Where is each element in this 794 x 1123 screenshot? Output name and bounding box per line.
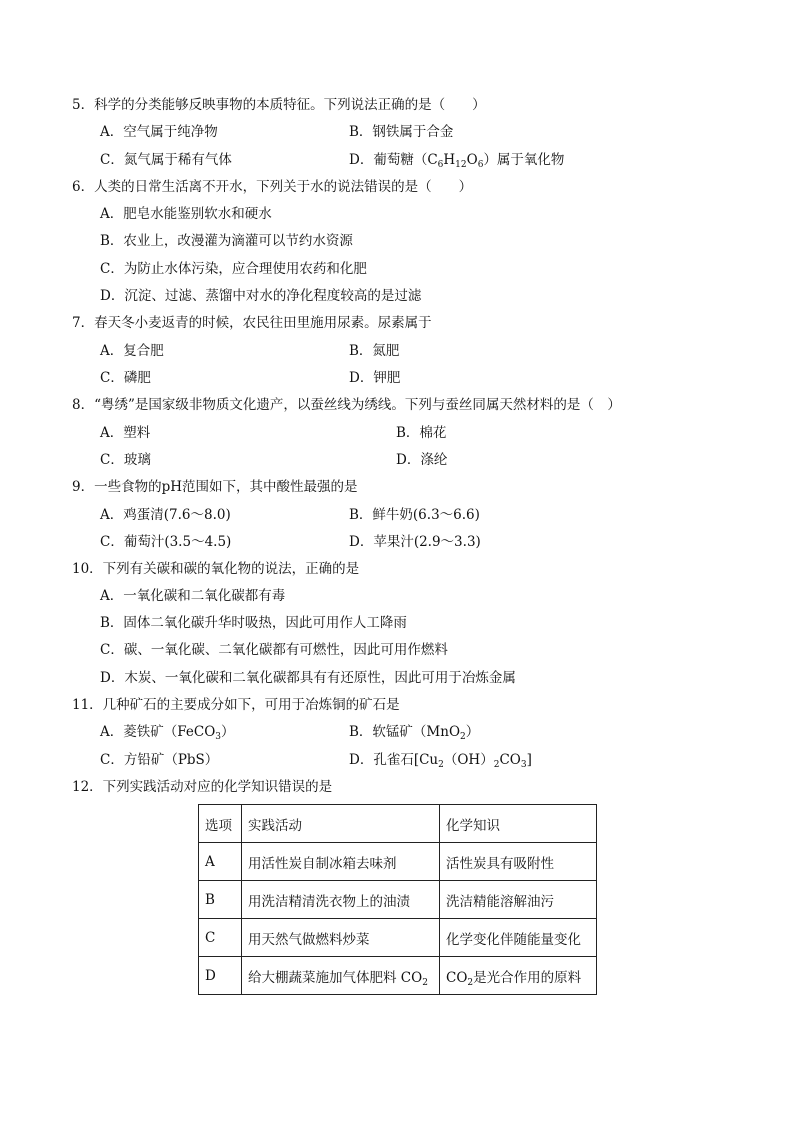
question-12-stem: 12．下列实践活动对应的化学知识错误的是 <box>72 779 333 795</box>
question-7-option-c: C．磷肥 <box>100 370 151 386</box>
question-10-option-a: A．一氧化碳和二氧化碳都有毒 <box>100 588 286 604</box>
question-11-option-b: B．软锰矿（MnO$_2$） <box>349 724 480 742</box>
table-row <box>199 957 597 995</box>
knowledge-table <box>198 804 597 995</box>
table-cell-knowledge: 洗洁精能溶解油污 <box>440 881 597 919</box>
question-5-option-c: C．氮气属于稀有气体 <box>100 152 232 168</box>
question-10-option-c: C．碳、一氧化碳、二氧化碳都有可燃性，因此可用作燃料 <box>100 642 448 658</box>
question-8-option-c: C．玻璃 <box>100 452 151 468</box>
table-cell-option: D <box>199 957 242 995</box>
table-header-cell: 实践活动 <box>242 805 440 843</box>
table-header-row <box>199 805 597 843</box>
question-6-option-a: A．肥皂水能鉴别软水和硬水 <box>100 206 272 222</box>
table-header-cell: 选项 <box>199 805 242 843</box>
table-cell-activity: 用天然气做燃料炒菜 <box>242 919 440 957</box>
question-7-option-d: D．钾肥 <box>349 370 401 386</box>
question-10-stem: 10．下列有关碳和碳的氧化物的说法，正确的是 <box>72 561 360 577</box>
question-11-option-d: D．孔雀石$[Cu_2(OH)_2CO_3]$ <box>349 752 532 770</box>
table-cell-option: B <box>199 881 242 919</box>
table-cell-option: C <box>199 919 242 957</box>
question-5-option-b: B．钢铁属于合金 <box>349 124 454 140</box>
table-header-cell: 化学知识 <box>440 805 597 843</box>
table-row <box>199 843 597 881</box>
question-9-option-c: C．葡萄汁(3.5～4.5) <box>100 534 232 550</box>
question-8-option-d: D．涤纶 <box>396 452 448 468</box>
question-9-option-d: D．苹果汁(2.9～3.3) <box>349 534 481 550</box>
table-cell-knowledge: 化学变化伴随能量变化 <box>440 919 597 957</box>
question-7-option-a: A．复合肥 <box>100 343 164 359</box>
question-6-option-d: D．沉淀、过滤、蒸馏中对水的净化程度较高的是过滤 <box>100 288 422 304</box>
table-cell-activity: 用活性炭自制冰箱去味剂 <box>242 843 440 881</box>
table-cell-option: A <box>199 843 242 881</box>
table-cell-knowledge: 活性炭具有吸附性 <box>440 843 597 881</box>
question-6-stem: 6．人类的日常生活离不开水，下列关于水的说法错误的是（ ） <box>72 179 473 195</box>
question-6-option-c: C．为防止水体污染，应合理使用农药和化肥 <box>100 261 367 277</box>
question-7-option-b: B．氮肥 <box>349 343 400 359</box>
question-10-option-d: D．木炭、一氧化碳和二氧化碳都具有有还原性，因此可用于冶炼金属 <box>100 670 516 686</box>
question-11-option-c: C．方铅矿（PbS） <box>100 752 219 768</box>
question-8-stem: 8．“粤绣”是国家级非物质文化遗产，以蚕丝线为绣线。下列与蚕丝同属天然材料的是（ ） <box>72 397 621 413</box>
table-row <box>199 919 597 957</box>
question-6-option-b: B．农业上，改漫灌为滴灌可以节约水资源 <box>100 233 353 249</box>
question-9-stem: 9．一些食物的pH范围如下，其中酸性最强的是 <box>72 479 358 495</box>
table-cell-knowledge: $CO_2$是光合作用的原料 <box>440 957 597 995</box>
question-11-option-a: A．菱铁矿（FeCO$_3$） <box>100 724 235 742</box>
question-5-stem: 5．科学的分类能够反映事物的本质特征。下列说法正确的是（ ） <box>72 97 486 113</box>
question-9-option-b: B．鲜牛奶(6.3～6.6) <box>349 507 480 523</box>
question-8-option-a: A．塑料 <box>100 425 151 441</box>
table-cell-activity: 给大棚蔬菜施加气体肥料 $CO_2$ <box>242 957 440 995</box>
question-7-stem: 7．春天冬小麦返青的时候，农民往田里施用尿素。尿素属于 <box>72 315 432 331</box>
table-cell-activity: 用洗洁精清洗衣物上的油渍 <box>242 881 440 919</box>
table-row <box>199 881 597 919</box>
question-8-option-b: B．棉花 <box>396 425 447 441</box>
question-5-option-a: A．空气属于纯净物 <box>100 124 218 140</box>
question-5-option-d: D．葡萄糖$(C_6H_{12}O_6)$属于氧化物 <box>349 152 565 170</box>
question-11-stem: 11．几种矿石的主要成分如下，可用于冶炼铜的矿石是 <box>72 697 400 713</box>
question-9-option-a: A．鸡蛋清(7.6～8.0) <box>100 507 231 523</box>
question-10-option-b: B．固体二氧化碳升华时吸热，因此可用作人工降雨 <box>100 615 407 631</box>
